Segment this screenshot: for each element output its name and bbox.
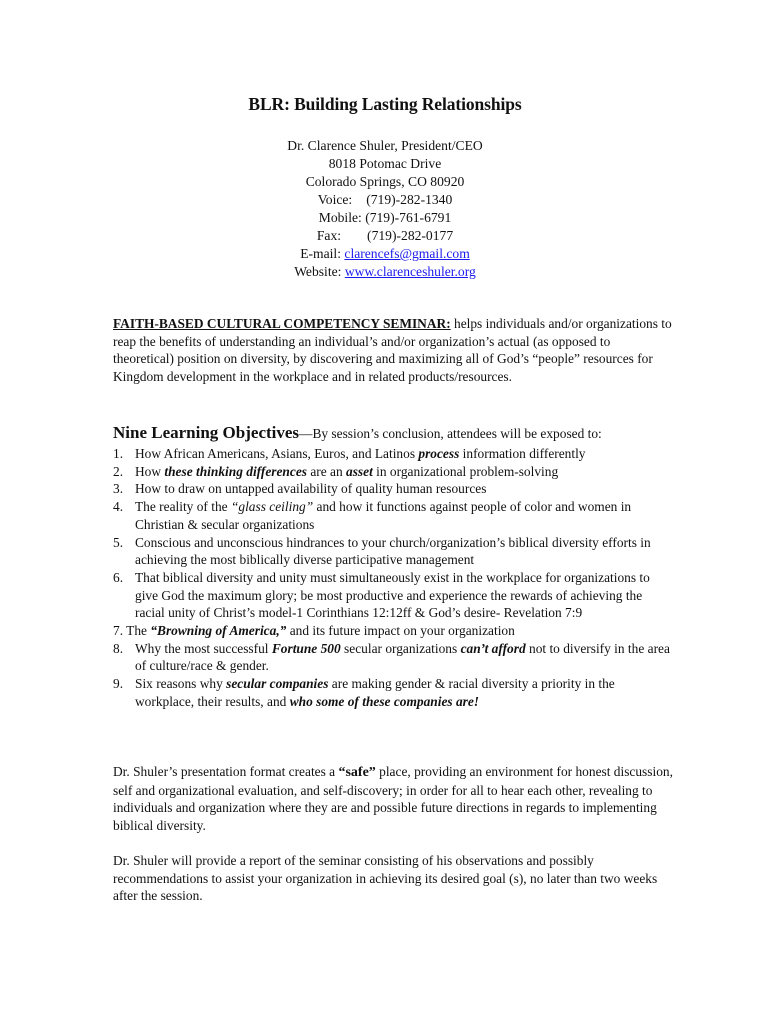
intro-heading: FAITH-BASED CULTURAL COMPETENCY SEMINAR: [113,316,451,331]
objectives-heading: Nine Learning Objectives [113,423,300,442]
paragraph-text: place, providing an environment for honest discussion, self and organizational evaluation, and self-discovery; in order for all to hear each other, revealing to individuals and organization where they are and possible future directions in regards to implementing biblical diversity. [113,764,673,834]
item-emphasis: these thinking differences [164,463,307,479]
item-text: Six reasons why [135,676,227,692]
item-number: 7. [113,623,124,639]
item-number: 2. [113,463,124,479]
item-text: The reality of the [135,499,231,515]
format-paragraph [113,763,673,835]
list-item [113,675,673,710]
item-number: 5. [113,534,124,550]
item-text: The [123,623,151,639]
contact-block [0,137,770,281]
contact-website [0,263,770,281]
list-item [113,445,673,463]
objectives-subheading: —By session’s conclusion, attendees will be exposed to: [299,426,602,441]
website-label: Website: [294,264,342,279]
contact-street: 8018 Potomac Drive [328,156,442,171]
list-item [113,569,673,622]
fax-label: Fax: [316,228,342,243]
item-text: How African Americans, Asians, Euros, and Latinos [135,446,419,461]
item-number: 4. [113,499,124,515]
item-text: Conscious and unconscious hindrances to your church/organization’s biblical diversity efforts in achieving the most biblically diverse participative management [135,534,651,568]
list-item [113,498,673,533]
email-link[interactable]: clarencefs@gmail.com [344,246,470,261]
contact-fax [0,227,770,245]
item-text: Why the most successful [135,640,272,656]
item-text: are an [306,463,347,479]
website-link[interactable]: www.clarenceshuler.org [344,264,476,279]
objectives-list [113,445,673,711]
mobile-number: (719)-761-6791 [365,210,452,225]
list-item [113,640,673,675]
item-text: secular organizations [340,640,461,656]
item-number: 8. [113,640,124,656]
report-paragraph: Dr. Shuler will provide a report of the seminar consisting of his observations and possibly recommendations to assist your organization in achieving its desired goal (s), no later than two weeks after the session. [113,853,658,904]
item-text: in organizational problem-solving [372,463,559,479]
item-text: How [135,463,165,479]
intro-paragraph [113,315,673,386]
item-emphasis: secular companies [226,676,329,692]
item-text: not to diversify in the area of culture/race & gender. [135,640,670,674]
objectives-heading-row [113,422,673,445]
contact-voice [0,191,770,209]
contact-name: Dr. Clarence Shuler, President/CEO [287,138,483,153]
item-text: information differently [459,446,586,461]
contact-city: Colorado Springs, CO 80920 [305,174,465,189]
paragraph-emphasis: “safe” [338,765,376,780]
paragraph-text: Dr. Shuler’s presentation format creates a [113,764,339,779]
item-text: are making gender & racial diversity a priority in the workplace, their results, and [135,676,615,709]
item-number: 1. [113,446,124,461]
item-number: 3. [113,481,124,497]
voice-label: Voice: [317,192,353,207]
item-emphasis: who some of these companies are! [289,693,480,709]
item-text: How to draw on untapped availability of quality human resources [135,481,487,497]
item-text: and how it functions against people of color and women in Christian & secular organizations [135,499,632,532]
item-number: 6. [113,569,124,585]
item-text: That biblical diversity and unity must simultaneously exist in the workplace for organizations to give God the maximum glory; be most productive and experience the rewards of achieving the racial unity of Christ’s model-1 Corinthians 12:12ff & God’s desire- Revelation 7:9 [135,569,650,621]
item-number: 9. [113,676,124,692]
item-emphasis: can’t afford [460,640,526,656]
item-emphasis: “Browning of America,” [150,623,287,639]
contact-mobile [0,209,770,227]
list-item [113,622,673,640]
objectives-section [113,422,673,711]
mobile-label: Mobile: [318,210,362,225]
document-title: BLR: Building Lasting Relationships [248,94,522,114]
item-emphasis: asset [346,463,373,479]
email-label: E-mail: [300,246,341,261]
list-item [113,480,673,498]
intro-text: helps individuals and/or organizations to reap the benefits of understanding an individual’s and/or organization’s actual (as opposed to theoretical) position on diversity, by discovering and maximizing all of God’s “people” resources for Kingdom development in the workplace and in related products/resources. [113,316,672,385]
fax-number: (719)-282-0177 [367,228,454,243]
item-emphasis: “glass ceiling” [230,499,314,515]
contact-email [0,245,770,263]
list-item [113,463,673,481]
list-item [113,534,673,569]
item-emphasis: process [418,446,460,461]
item-emphasis: Fortune 500 [271,640,341,656]
item-text: and its future impact on your organization [286,623,515,639]
voice-number: (719)-282-1340 [366,192,453,207]
